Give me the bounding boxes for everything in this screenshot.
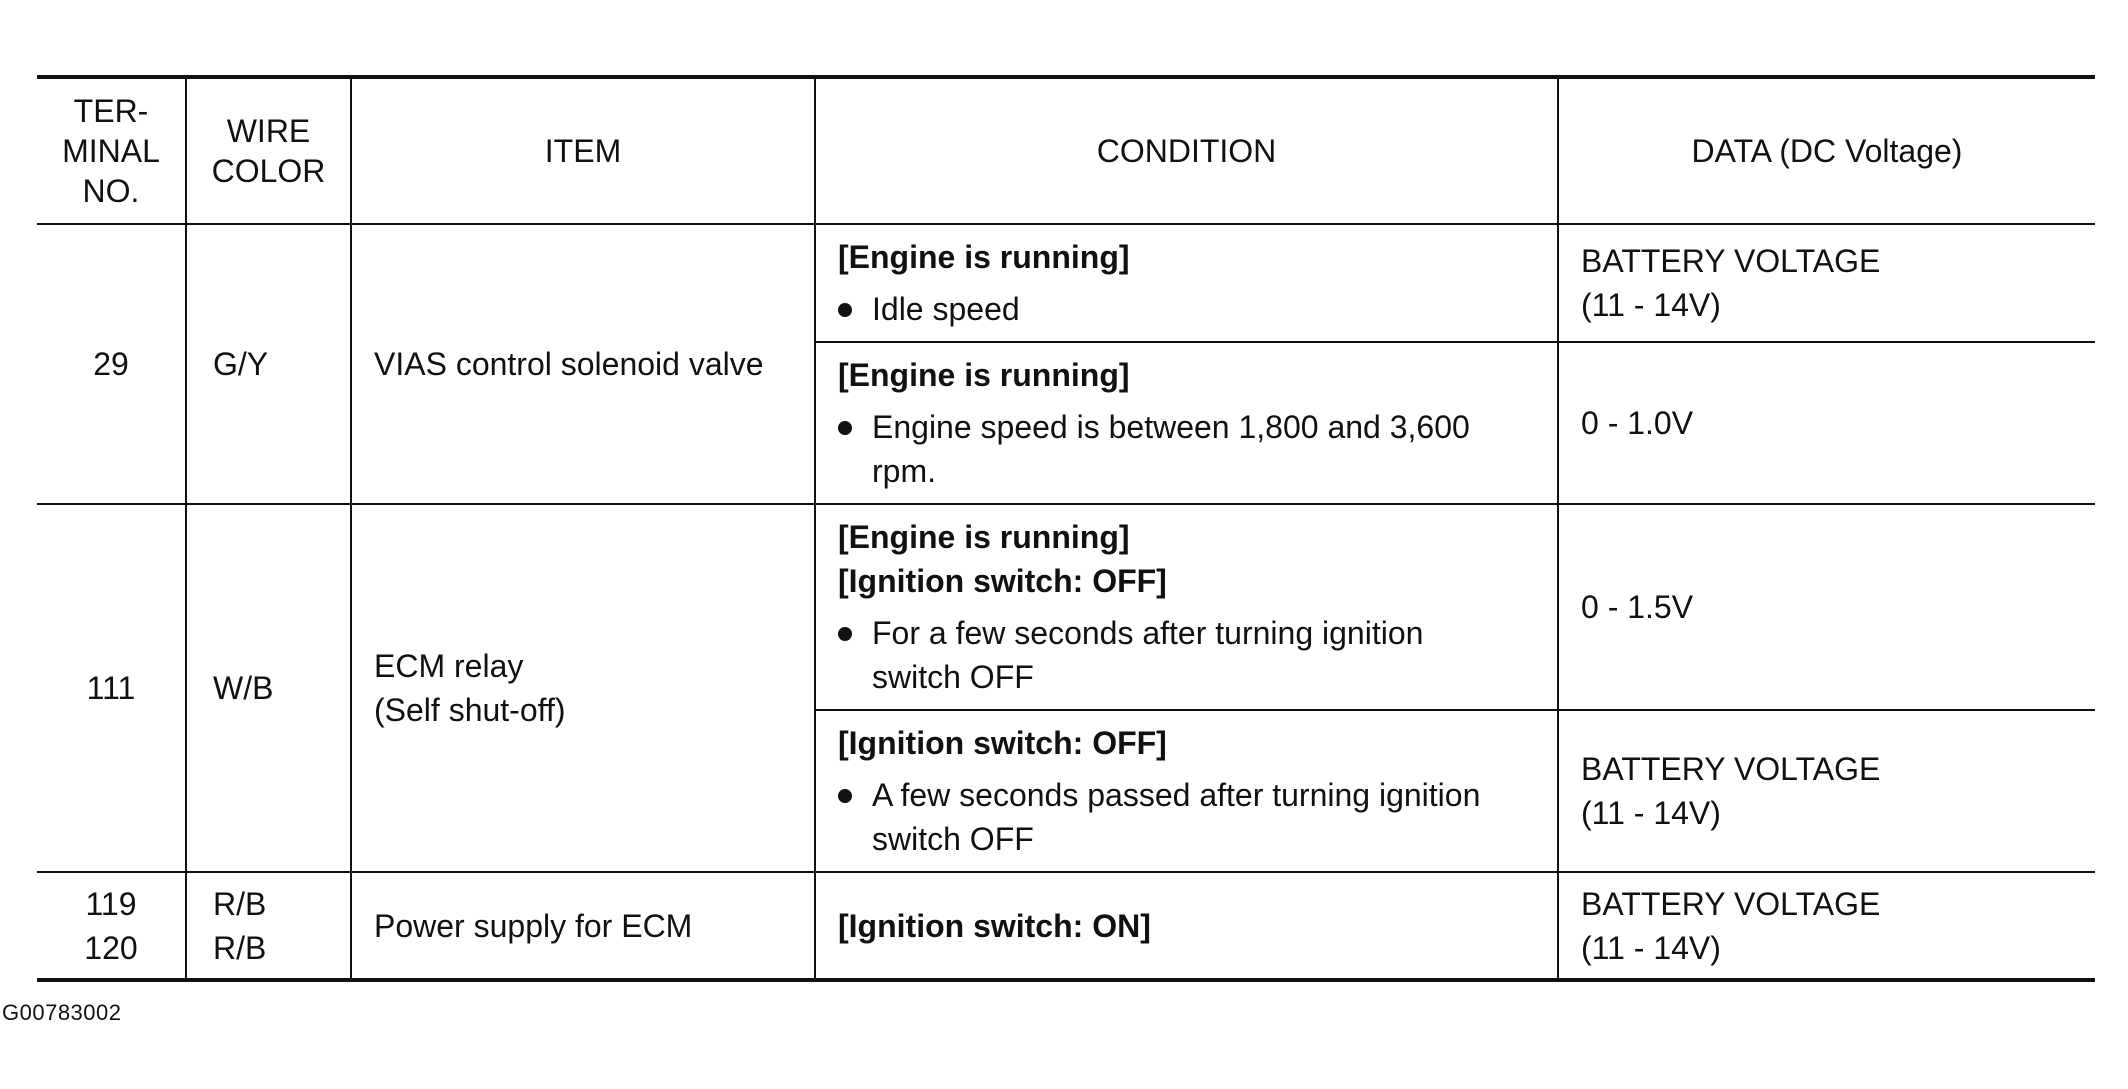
condition-bullet-line: rpm.	[872, 453, 936, 489]
data-cell	[1558, 504, 2095, 710]
condition-heading: [Engine is running]	[838, 239, 1130, 275]
condition-bullet-line: Engine speed is between 1,800 and 3,600	[872, 409, 1470, 445]
terminal-number: 29	[93, 346, 129, 382]
item-cell	[351, 224, 815, 504]
condition-cell	[815, 342, 1558, 504]
table-header-row	[37, 77, 2095, 224]
wire-color-cell	[186, 504, 351, 872]
data-value: 0 - 1.0V	[1581, 405, 1694, 441]
item-text: ECM relay	[374, 648, 524, 684]
wire-color: R/B	[213, 885, 267, 922]
data-cell	[1558, 342, 2095, 504]
condition-bullet	[838, 611, 1533, 699]
wire-color: G/Y	[213, 346, 269, 382]
item-cell	[351, 872, 815, 980]
bullet-dot-icon	[838, 789, 852, 803]
data-value: 0 - 1.5V	[1581, 589, 1694, 625]
figure-id: G00783002	[2, 1000, 122, 1025]
bullet-dot-icon	[838, 303, 852, 317]
table-row	[37, 504, 2095, 710]
header-terminal-no	[37, 77, 186, 224]
condition-bullet-line: A few seconds passed after turning ignition	[872, 777, 1481, 813]
condition-bullet-text	[872, 405, 1470, 493]
header-terminal-line: NO.	[82, 173, 140, 209]
data-cell	[1558, 872, 2095, 980]
condition-cell	[815, 710, 1558, 872]
condition-bullet-line: switch OFF	[872, 659, 1034, 695]
data-value: BATTERY VOLTAGE	[1581, 751, 1881, 787]
header-wire-line: COLOR	[211, 153, 326, 189]
header-wire-line: WIRE	[226, 113, 311, 149]
condition-heading: [Ignition switch: OFF]	[838, 563, 1167, 599]
wire-color-cell	[186, 224, 351, 504]
header-wire-color	[186, 77, 351, 224]
condition-heading: [Ignition switch: ON]	[838, 907, 1151, 944]
terminal-cell	[37, 224, 186, 504]
condition-heading: [Ignition switch: OFF]	[838, 725, 1167, 761]
wire-color-cell	[186, 872, 351, 980]
table-body	[37, 224, 2095, 980]
bullet-dot-icon	[838, 421, 852, 435]
condition-heading: [Engine is running]	[838, 519, 1130, 555]
terminal-number: 120	[84, 929, 138, 966]
item-text: VIAS control solenoid valve	[374, 346, 764, 382]
bullet-dot-icon	[838, 627, 852, 641]
data-value: BATTERY VOLTAGE	[1581, 885, 1881, 922]
condition-bullet	[838, 773, 1533, 861]
table-row	[37, 224, 2095, 342]
data-cell	[1558, 710, 2095, 872]
condition-bullet-text	[872, 611, 1423, 699]
terminal-number: 111	[86, 670, 136, 706]
data-cell	[1558, 224, 2095, 342]
condition-bullet-line: switch OFF	[872, 821, 1034, 857]
data-value: BATTERY VOLTAGE	[1581, 243, 1881, 279]
header-data: DATA (DC Voltage)	[1558, 77, 2095, 224]
condition-bullet-text	[872, 773, 1480, 861]
terminal-cell	[37, 504, 186, 872]
wire-color: W/B	[213, 670, 274, 706]
header-terminal-line: MINAL	[62, 133, 160, 169]
wire-color: R/B	[213, 929, 267, 966]
data-value: (11 - 14V)	[1581, 929, 1721, 966]
header-item: ITEM	[351, 77, 815, 224]
item-text: (Self shut-off)	[374, 692, 566, 728]
condition-bullet-line: For a few seconds after turning ignition	[872, 615, 1424, 651]
condition-cell	[815, 872, 1558, 980]
condition-bullet	[838, 287, 1533, 331]
data-value: (11 - 14V)	[1581, 795, 1721, 831]
condition-cell	[815, 224, 1558, 342]
item-cell	[351, 504, 815, 872]
header-condition: CONDITION	[815, 77, 1558, 224]
terminal-cell	[37, 872, 186, 980]
ecm-terminal-table	[37, 75, 2095, 982]
table-row	[37, 872, 2095, 980]
condition-bullet-line: Idle speed	[872, 291, 1020, 327]
condition-cell	[815, 504, 1558, 710]
header-terminal-line: TER-	[73, 93, 149, 129]
data-value: (11 - 14V)	[1581, 287, 1721, 323]
condition-bullet-text	[872, 287, 1020, 331]
item-text: Power supply for ECM	[374, 907, 693, 944]
condition-bullet	[838, 405, 1533, 493]
condition-heading: [Engine is running]	[838, 357, 1130, 393]
terminal-number: 119	[85, 885, 137, 922]
